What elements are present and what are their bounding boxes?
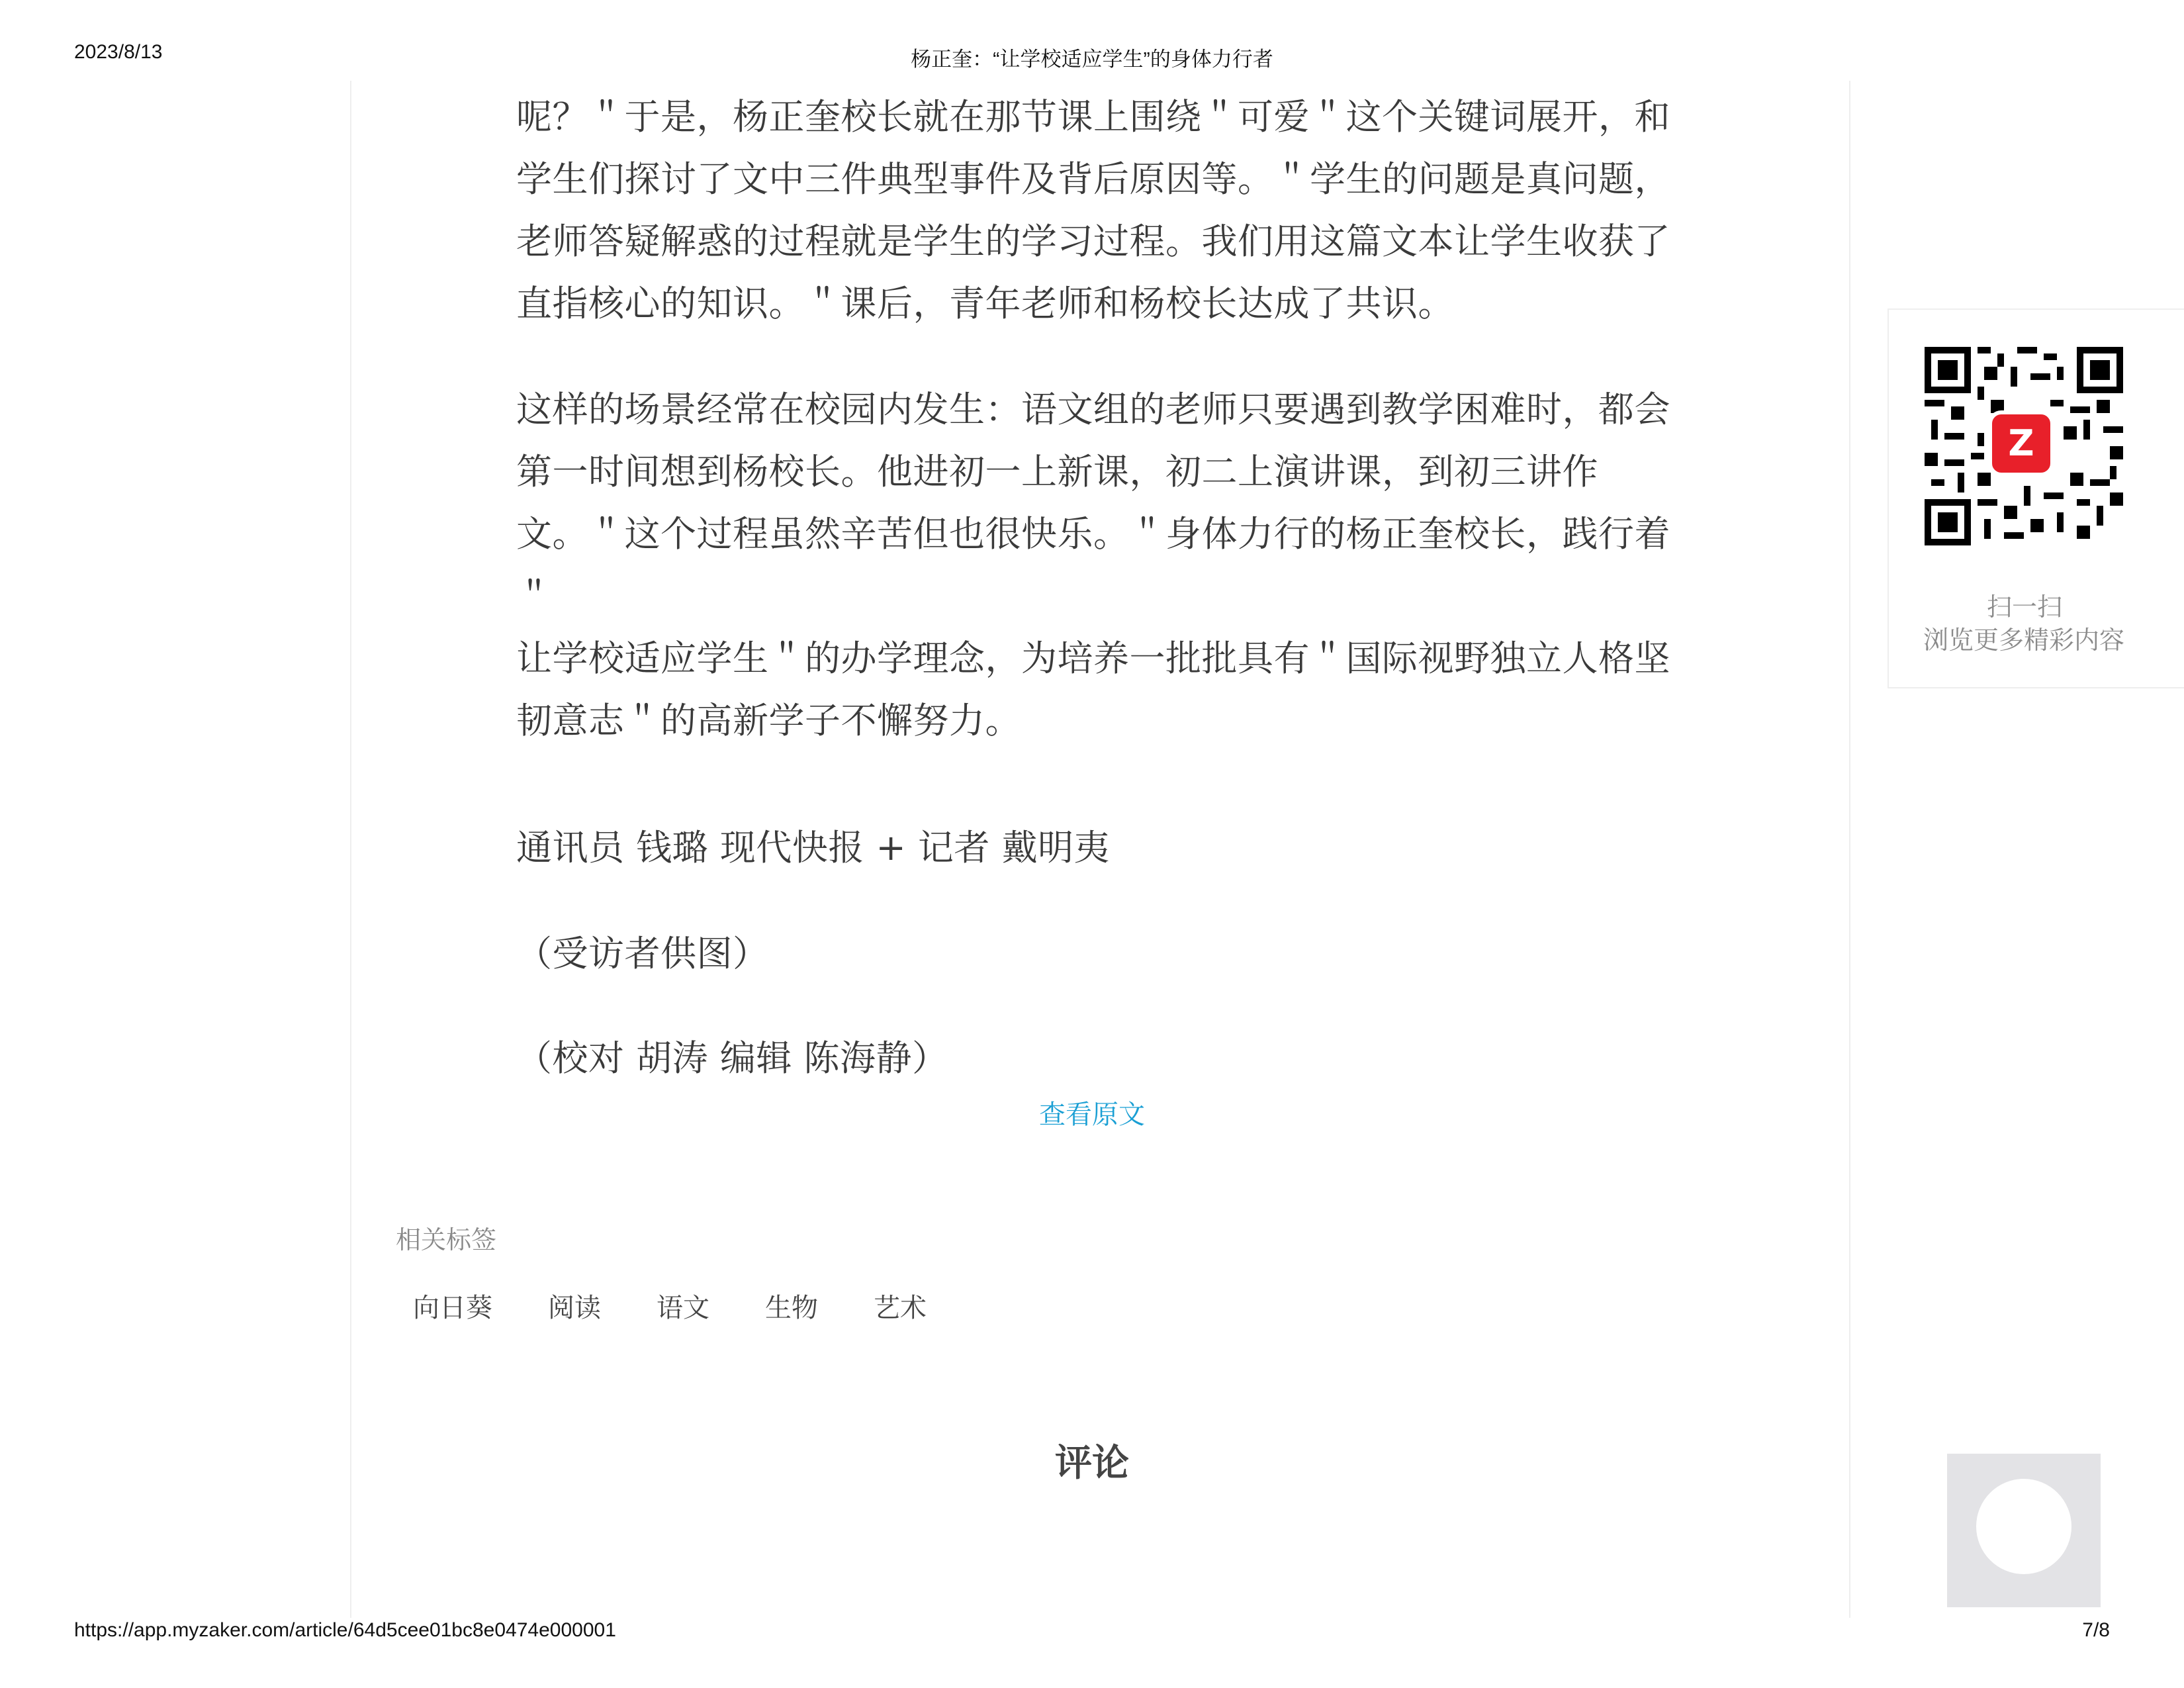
article-paragraph <box>516 86 1670 335</box>
photo-credit-text: （受访者供图） <box>516 933 769 974</box>
editor-credit-text: （校对 胡涛 编辑 陈海静） <box>516 1037 948 1079</box>
tag-item[interactable]: 向日葵 <box>413 1293 492 1323</box>
paragraph-line: 老师答疑解惑的过程就是学生的学习过程。我们用这篇文本让学生收获了 <box>516 220 1670 262</box>
paragraph-line: 文。＂这个过程虽然辛苦但也很快乐。＂身体力行的杨正奎校长，践行着＂ <box>516 513 1670 617</box>
right-border-line <box>1849 81 1850 1618</box>
comments-heading: 评论 <box>1055 1442 1129 1485</box>
article-byline <box>516 817 1110 879</box>
article-paragraph <box>516 379 1681 752</box>
paragraph-line: 学生们探讨了文中三件典型事件及背后原因等。＂学生的问题是真问题， <box>516 158 1670 200</box>
editor-credit <box>516 1027 948 1090</box>
qr-scan-label: 扫一扫 <box>1986 592 2062 622</box>
left-border-line <box>350 81 351 1618</box>
paragraph-line: 韧意志＂的高新学子不懈努力。 <box>516 700 1021 741</box>
circle-icon <box>1976 1479 2071 1574</box>
print-date: 2023/8/13 <box>74 41 163 63</box>
tag-item[interactable]: 生物 <box>765 1293 818 1323</box>
paragraph-line: 呢？＂于是，杨正奎校长就在那节课上围绕＂可爱＂这个关键词展开，和 <box>516 96 1670 138</box>
paragraph-line: 第一时间想到杨校长。他进初一上新课，初二上演讲课，到初三讲作 <box>516 451 1598 492</box>
floating-action-button[interactable] <box>1947 1454 2101 1607</box>
qr-browse-label: 浏览更多精彩内容 <box>1923 626 2125 655</box>
tag-item[interactable]: 艺术 <box>874 1293 927 1323</box>
print-page-title: 杨正奎：“让学校适应学生”的身体力行者 <box>911 48 1273 71</box>
zaker-logo-icon: Z <box>1988 410 2054 477</box>
print-footer <box>0 1619 2184 1659</box>
photo-credit <box>516 923 769 985</box>
print-url: https://app.myzaker.com/article/64d5cee01bc8e0474e000001 <box>74 1619 616 1641</box>
qr-code-card <box>1888 308 2184 688</box>
paragraph-line: 直指核心的知识。＂课后，青年老师和杨校长达成了共识。 <box>516 283 1454 324</box>
view-original-link[interactable]: 查看原文 <box>1039 1100 1145 1130</box>
tag-item[interactable]: 语文 <box>657 1293 709 1323</box>
byline-text: 通讯员 钱璐 现代快报 + 记者 戴明夷 <box>516 827 1111 868</box>
related-tags-list <box>396 1283 965 1329</box>
paragraph-line: 这样的场景经常在校园内发生：语文组的老师只要遇到教学困难时，都会 <box>516 389 1670 430</box>
tag-item[interactable]: 阅读 <box>548 1293 601 1323</box>
related-tags-title: 相关标签 <box>396 1225 497 1254</box>
print-header <box>0 41 2184 81</box>
print-page-number: 7/8 <box>2082 1619 2110 1641</box>
paragraph-line: 让学校适应学生＂的办学理念，为培养一批批具有＂国际视野独立人格坚 <box>516 637 1670 679</box>
